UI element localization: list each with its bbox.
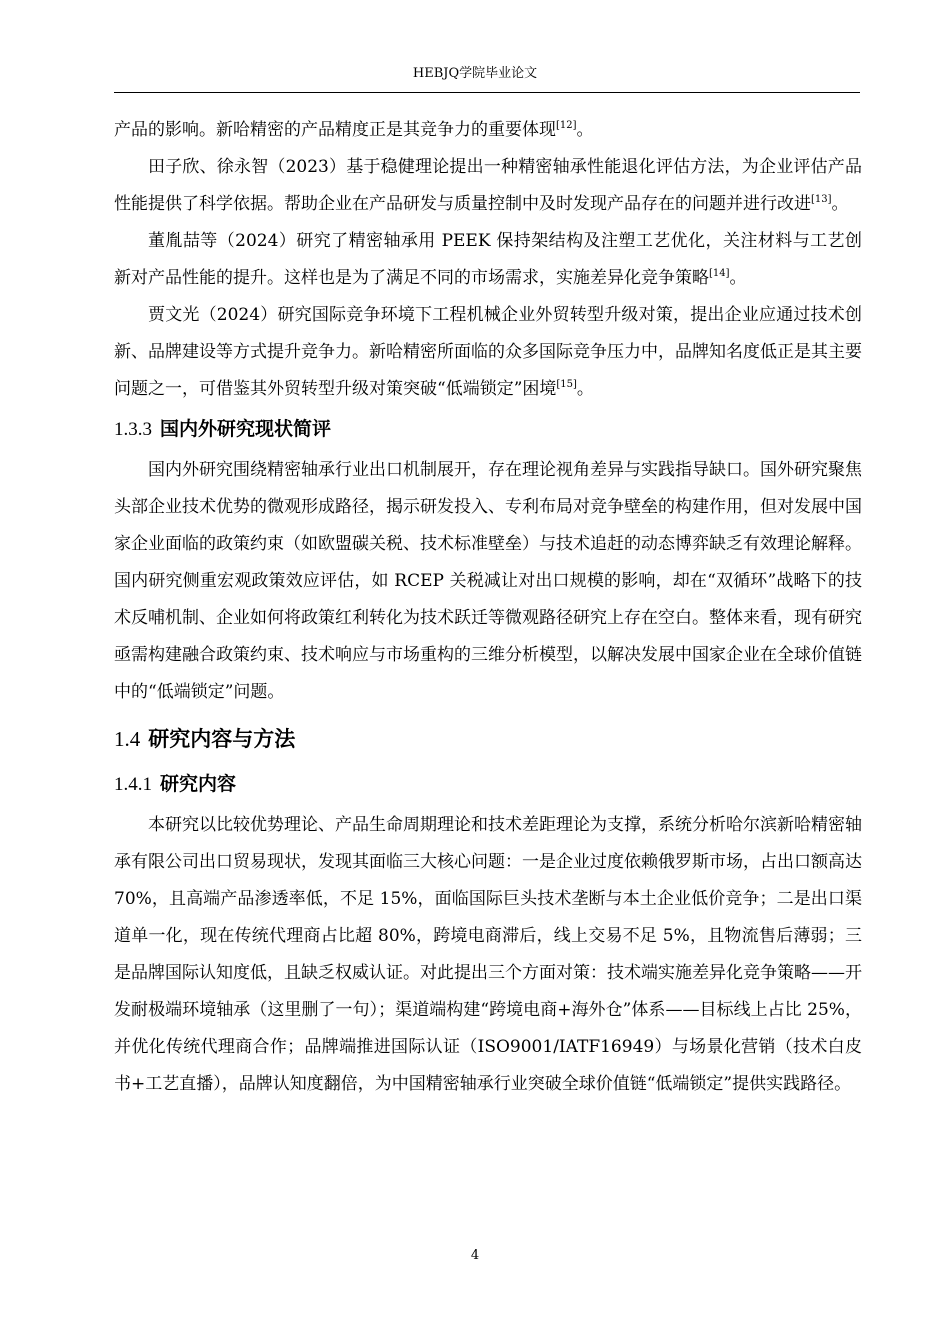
section-number: 1.3.3 bbox=[114, 419, 152, 440]
paragraph-tail: 。 bbox=[831, 194, 849, 214]
paragraph-tail: 。 bbox=[576, 379, 594, 399]
page-number bbox=[0, 1246, 950, 1266]
section-heading-1-3-3 bbox=[114, 410, 862, 448]
paragraph-research-content bbox=[114, 807, 862, 1103]
page-body bbox=[114, 112, 862, 1103]
section-number: 1.4.1 bbox=[114, 774, 152, 795]
citation-ref: [13] bbox=[811, 194, 832, 205]
page-number-value: 4 bbox=[470, 1248, 480, 1263]
section-title: 研究内容 bbox=[160, 773, 237, 795]
section-number: 1.4 bbox=[114, 727, 141, 751]
paragraph-text: 产品的影响。新哈精密的产品精度正是其竞争力的重要体现 bbox=[114, 120, 556, 140]
section-title: 国内外研究现状简评 bbox=[160, 418, 332, 440]
citation-ref: [12] bbox=[556, 120, 577, 131]
citation-ref: [14] bbox=[709, 268, 730, 279]
page-header bbox=[0, 64, 950, 84]
paragraph-text: 本研究以比较优势理论、产品生命周期理论和技术差距理论为支撑，系统分析哈尔滨新哈精密轴承有限公司出口贸易现状，发现其面临三大核心问题：一是企业过度依赖俄罗斯市场，占出口额高达 70%，且高端产品渗透率低，不足 15%，面临国际巨头技术垄断与本土企业低价竞争；二是出口渠道单一化，现在传统代理商占比超 80%，跨境电商滞后，线上交易不足 5%，且物流售后薄弱；三是品牌国际认知度低，且缺乏权威认证。对此提出三个方面对策：技术端实施差异化竞争策略——开发耐极端环境轴承（这里删了一句）；渠道端构建“跨境电商+海外仓”体系——目标线上占比 25%，并优化传统代理商合作；品牌端推进国际认证（ISO9001/IATF16949）与场景化营销（技术白皮书+工艺直播），品牌认知度翻倍，为中国精密轴承行业突破全球价值链“低端锁定”提供实践路径。 bbox=[114, 815, 862, 1094]
paragraph-tail: 。 bbox=[729, 268, 747, 288]
paragraph-tian-xu bbox=[114, 149, 862, 223]
paragraph-review bbox=[114, 452, 862, 711]
paragraph-product-precision bbox=[114, 112, 862, 149]
citation-ref: [15] bbox=[556, 379, 577, 390]
section-heading-1-4 bbox=[114, 719, 862, 759]
section-heading-1-4-1 bbox=[114, 765, 862, 803]
paragraph-text: 董胤喆等（2024）研究了精密轴承用 PEEK 保持架结构及注塑工艺优化，关注材料与工艺创新对产品性能的提升。这样也是为了满足不同的市场需求，实施差异化竞争策略 bbox=[114, 231, 862, 288]
header-divider bbox=[114, 92, 860, 93]
paragraph-text: 国内外研究围绕精密轴承行业出口机制展开，存在理论视角差异与实践指导缺口。国外研究聚焦头部企业技术优势的微观形成路径，揭示研发投入、专利布局对竞争壁垒的构建作用，但对发展中国家企业面临的政策约束（如欧盟碳关税、技术标准壁垒）与技术追赶的动态博弈缺乏有效理论解释。国内研究侧重宏观政策效应评估，如 RCEP 关税减让对出口规模的影响，却在“双循环”战略下的技术反哺机制、企业如何将政策红利转化为技术跃迁等微观路径研究上存在空白。整体来看，现有研究亟需构建融合政策约束、技术响应与市场重构的三维分析模型，以解决发展中国家企业在全球价值链中的“低端锁定”问题。 bbox=[114, 460, 862, 702]
paragraph-jia bbox=[114, 297, 862, 408]
paragraph-dong bbox=[114, 223, 862, 297]
header-title: HEBJQ学院毕业论文 bbox=[412, 66, 538, 81]
paragraph-tail: 。 bbox=[576, 120, 594, 140]
paragraph-text: 田子欣、徐永智（2023）基于稳健理论提出一种精密轴承性能退化评估方法，为企业评估产品性能提供了科学依据。帮助企业在产品研发与质量控制中及时发现产品存在的问题并进行改进 bbox=[114, 157, 862, 214]
section-title: 研究内容与方法 bbox=[148, 727, 296, 751]
paragraph-text: 贾文光（2024）研究国际竞争环境下工程机械企业外贸转型升级对策，提出企业应通过技术创新、品牌建设等方式提升竞争力。新哈精密所面临的众多国际竞争压力中，品牌知名度低正是其主要问题之一，可借鉴其外贸转型升级对策突破“低端锁定”困境 bbox=[114, 305, 862, 399]
